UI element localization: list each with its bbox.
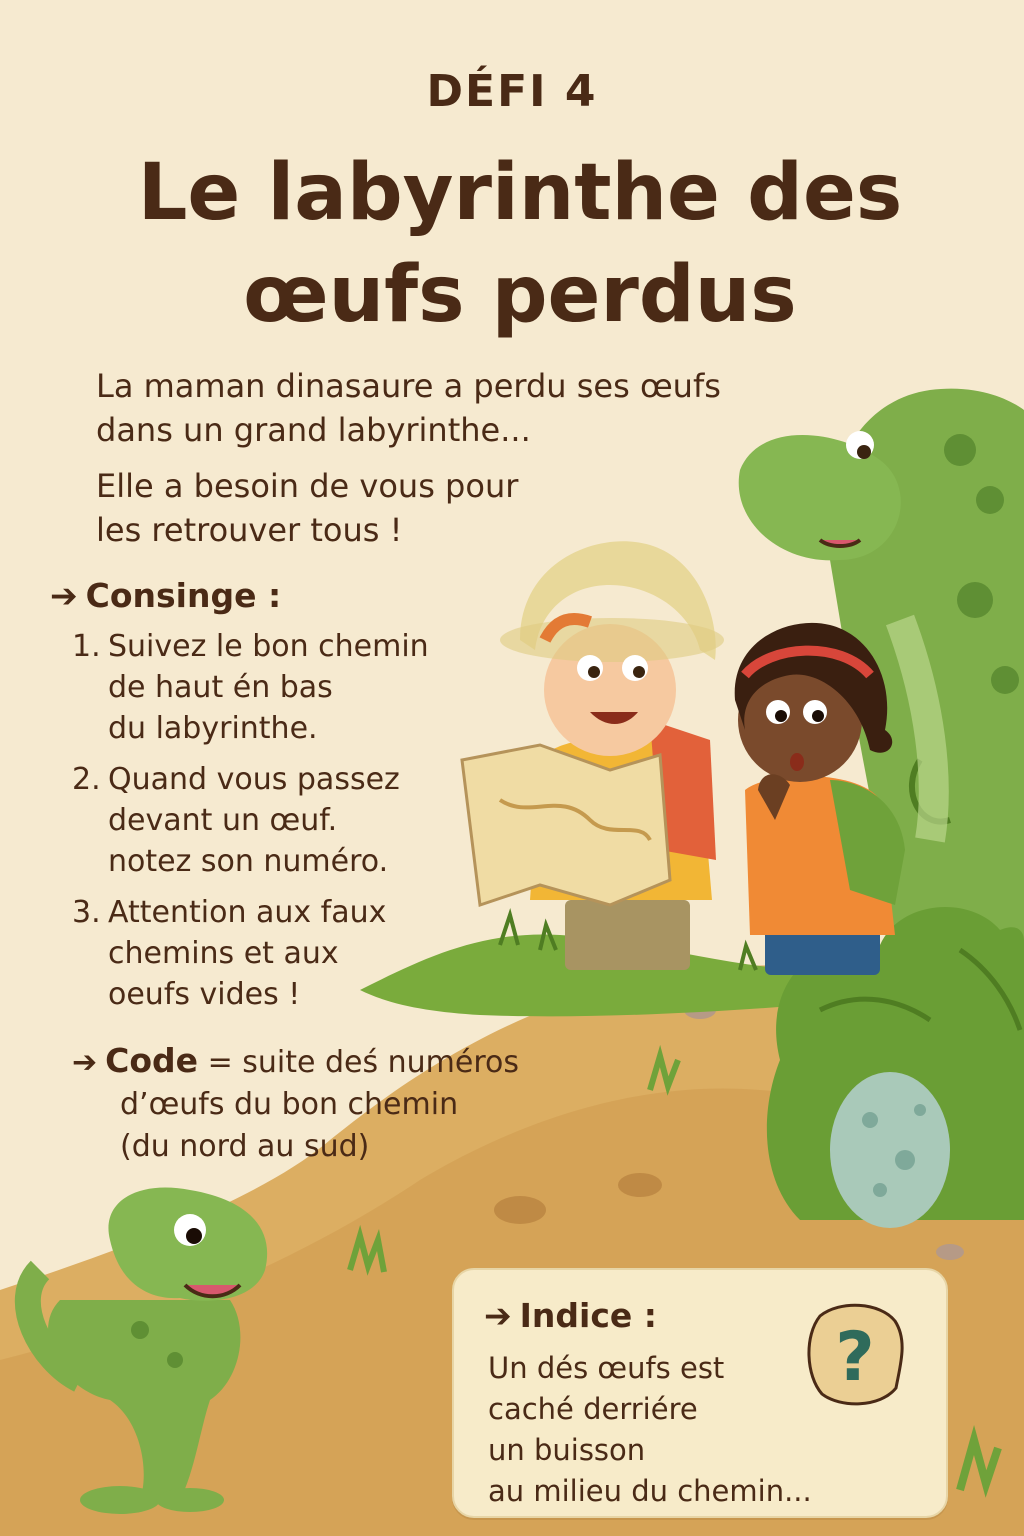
step-item	[72, 626, 472, 749]
step-line: Quand vous passez	[108, 762, 400, 797]
intro-line: Elle a besoin de vous pour	[96, 467, 519, 505]
step-line: notez son numéro.	[108, 844, 389, 879]
step-line: chemins et aux	[108, 936, 339, 971]
arrow-icon: ➔	[72, 1045, 98, 1080]
hint-heading	[484, 1296, 657, 1335]
step-line: oeufs vides !	[108, 977, 301, 1012]
instructions-heading	[50, 576, 281, 615]
step-number: 1.	[72, 629, 101, 664]
title-line-1: Le labyrinthe des	[137, 148, 903, 238]
step-item	[72, 759, 472, 882]
code-label: Code	[105, 1041, 199, 1080]
step-line: Suivez le bon chemin	[108, 629, 429, 664]
page-title	[60, 142, 980, 346]
hint-heading-label: Indice :	[519, 1296, 657, 1335]
hidden-egg	[830, 1072, 950, 1228]
step-line: devant un œuf.	[108, 803, 338, 838]
hint-text	[488, 1348, 848, 1512]
hint-line: caché derriére	[488, 1392, 698, 1426]
code-definition: = suite deś numéros	[198, 1045, 520, 1080]
title-line-2: œufs perdus	[243, 250, 797, 340]
hint-line: Un dés œufs est	[488, 1351, 725, 1385]
intro-line: les retrouver tous !	[96, 511, 403, 549]
hint-line: au milieu du chemin...	[488, 1474, 812, 1508]
step-line: de haut én bas	[108, 670, 333, 705]
challenge-number: DÉFI 4	[426, 66, 598, 117]
intro-text	[96, 364, 816, 564]
code-line-1	[72, 1040, 592, 1084]
step-line: du labyrinthe.	[108, 711, 318, 746]
step-number: 3.	[72, 895, 101, 930]
code-line-2: d’œufs du bon chemin	[120, 1087, 459, 1122]
boy-explorer	[462, 541, 724, 970]
instructions-heading-label: Consinge :	[85, 576, 282, 615]
arrow-icon: ➔	[484, 1296, 512, 1335]
step-item	[72, 892, 472, 1015]
treasure-map	[462, 745, 670, 905]
footprint	[618, 1173, 662, 1197]
intro-line: La maman dinasaure a perdu ses œufs	[96, 367, 721, 405]
svg-text:?: ?	[835, 1318, 875, 1397]
code-explanation	[72, 1040, 592, 1168]
question-mark-icon	[800, 1296, 910, 1416]
girl-explorer	[735, 623, 905, 975]
hint-line: un buisson	[488, 1433, 646, 1467]
instruction-steps	[72, 626, 472, 1025]
step-number: 2.	[72, 762, 101, 797]
intro-paragraph-1	[96, 364, 816, 452]
footprint	[494, 1196, 546, 1224]
code-line-3: (du nord au sud)	[120, 1129, 370, 1164]
intro-line: dans un grand labyrinthe...	[96, 411, 531, 449]
intro-paragraph-2	[96, 464, 816, 552]
arrow-icon: ➔	[50, 576, 78, 615]
step-line: Attention aux faux	[108, 895, 387, 930]
